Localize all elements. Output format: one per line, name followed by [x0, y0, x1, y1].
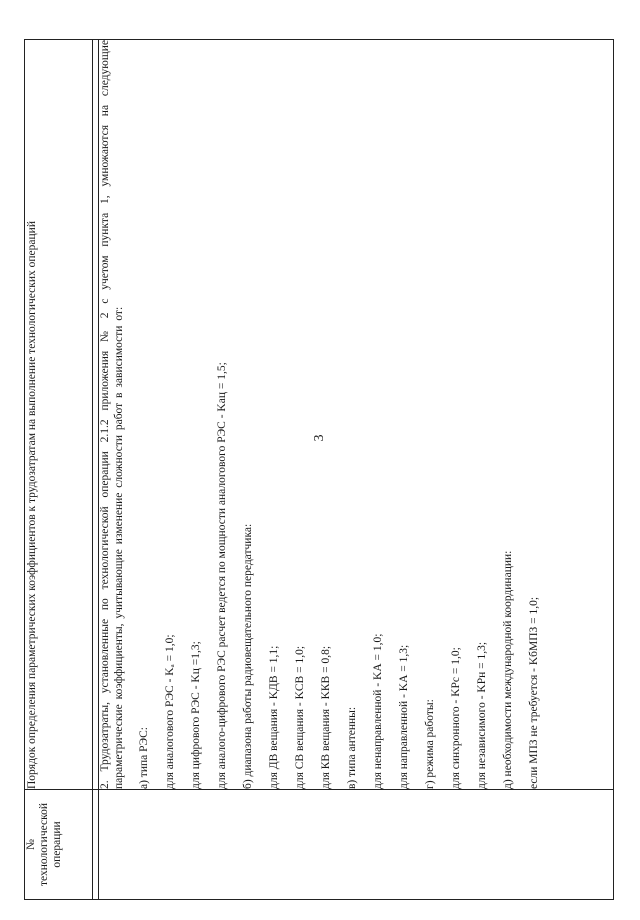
list-item: для синхронного - KРс = 1,0; — [450, 647, 462, 789]
header-number-line2: технологической — [38, 802, 50, 887]
page-number: 3 — [312, 434, 327, 442]
list-item: а) типа РЭС: — [138, 727, 150, 789]
list-item: д) необходимости международной координации: — [502, 550, 514, 789]
row-content-cell — [99, 40, 614, 790]
operations-table — [24, 39, 614, 900]
list-item: б) диапазона работы радиовещательного передатчика: — [242, 523, 254, 789]
header-number-symbol: № — [25, 839, 37, 850]
list-item: для аналогового РЭС - Kₐ = 1,0; — [164, 634, 176, 789]
list-item: для КВ вещания - KКВ = 0,8; — [320, 645, 332, 789]
table-header-row — [25, 40, 93, 900]
list-item: если МПЗ не требуется - KбМПЗ = 1,0; — [528, 596, 540, 789]
intro-paragraph: 2. Трудозатраты, установленные по технологической операции 2.1.2 приложения № 2 с учетом пункта 1, умножаются на следующие параметрические коэффициенты, учитывающие изменение сложности работ в зависимости от: — [99, 40, 125, 789]
list-item: для цифрового РЭС - Kц =1,3; — [190, 641, 202, 789]
table-row — [99, 40, 614, 900]
header-title-cell: Порядок определения параметрических коэффициентов к трудозатратам на выполнение технологических операций — [25, 40, 93, 790]
list-item: г) режима работы: — [424, 699, 436, 789]
list-item: для СВ вещания - KСВ = 1,0; — [294, 645, 306, 789]
list-item: для независимого - KРн = 1,3; — [476, 641, 488, 789]
row-number-cell — [99, 790, 614, 900]
header-number-cell — [25, 790, 93, 900]
header-number-line3: операции — [51, 821, 63, 868]
rotated-page — [24, 40, 614, 900]
list-item: для ненаправленной - KА = 1,0; — [372, 633, 384, 789]
list-item: для ДВ вещания - KДВ = 1,1; — [268, 645, 280, 789]
list-item: для направленной - KА = 1,3; — [398, 644, 410, 789]
list-item: в) типа антенны: — [346, 706, 358, 789]
list-item: для аналого-цифрового РЭС расчет ведется по мощности аналогового РЭС - Kац = 1,5; — [216, 362, 228, 789]
